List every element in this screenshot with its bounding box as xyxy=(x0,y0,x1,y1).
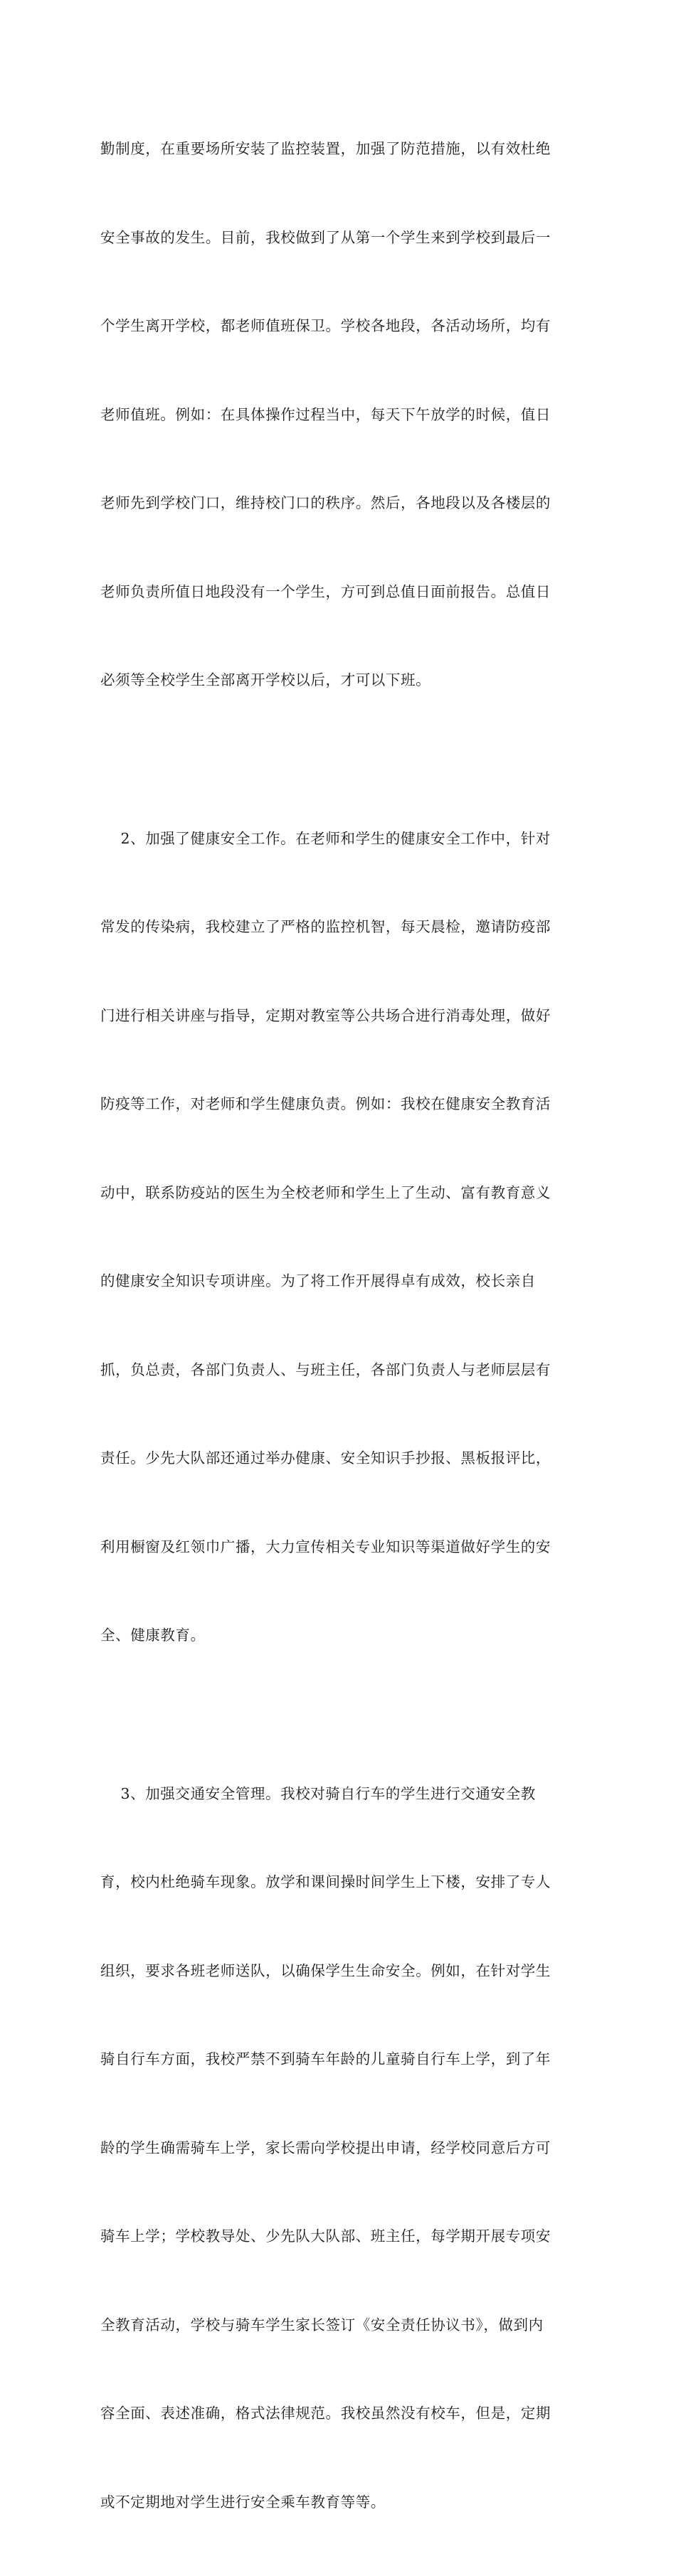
text-line: 或不定期地对学生进行安全乘车教育等等。 xyxy=(100,2488,579,2518)
paragraph-2-health-safety xyxy=(100,765,579,1710)
text-line: 常发的传染病，我校建立了严格的监控机智，每天晨检，邀请防疫部 xyxy=(100,912,579,942)
text-line: 抓，负总责，各部门负责人、与班主任，各部门负责人与老师层层有 xyxy=(100,1356,579,1385)
text-line: 容全面、表述准确，格式法律规范。我校虽然没有校车，但是，定期 xyxy=(100,2399,579,2429)
text-line: 门进行相关讲座与指导，定期对教室等公共场合进行消毒处理，做好 xyxy=(100,1001,579,1031)
text-line: 骑自行车方面，我校严禁不到骑车年龄的儿童骑自行车上学，到了年 xyxy=(100,2045,579,2075)
text-line: 全教育活动，学校与骑车学生家长签订《安全责任协议书》，做到内 xyxy=(100,2311,579,2341)
text-line: 骑车上学；学校教导处、少先队大队部、班主任，每学期开展专项安 xyxy=(100,2222,579,2252)
paragraph-1 xyxy=(100,75,579,755)
text-line: 勤制度，在重要场所安装了监控装置，加强了防范措施，以有效杜绝 xyxy=(100,134,579,164)
text-line: 3、加强交通安全管理。我校对骑自行车的学生进行交通安全教 xyxy=(100,1779,579,1809)
text-line: 育，校内杜绝骑车现象。放学和课间操时间学生上下楼，安排了专人 xyxy=(100,1868,579,1898)
text-line: 老师值班。例如：在具体操作过程当中，每天下午放学的时候，值日 xyxy=(100,400,579,430)
text-line: 责任。少先大队部还通过举办健康、安全知识手抄报、黑板报评比， xyxy=(100,1444,579,1474)
paragraph-3-traffic-safety xyxy=(100,1720,579,2576)
text-line: 的健康安全知识专项讲座。为了将工作开展得卓有成效，校长亲自 xyxy=(100,1267,579,1297)
text-line: 动中，联系防疫站的医生为全校老师和学生上了生动、富有教育意义 xyxy=(100,1178,579,1208)
text-line: 2、加强了健康安全工作。在老师和学生的健康安全工作中，针对 xyxy=(100,824,579,854)
document-page xyxy=(0,0,676,875)
text-line: 全、健康教育。 xyxy=(100,1621,579,1651)
text-line: 老师先到学校门口，维持校门口的秩序。然后，各地段以及各楼层的 xyxy=(100,489,579,518)
document-body xyxy=(100,75,579,2576)
text-line: 个学生离开学校，都老师值班保卫。学校各地段，各活动场所，均有 xyxy=(100,312,579,341)
text-line: 龄的学生确需骑车上学，家长需向学校提出申请，经学校同意后方可 xyxy=(100,2134,579,2163)
text-line: 组织，要求各班老师送队，以确保学生生命安全。例如，在针对学生 xyxy=(100,1957,579,1986)
text-line: 必须等全校学生全部离开学校以后，才可以下班。 xyxy=(100,666,579,696)
text-line: 老师负责所值日地段没有一个学生，方可到总值日面前报告。总值日 xyxy=(100,578,579,607)
text-line: 防疫等工作，对老师和学生健康负责。例如：我校在健康安全教育活 xyxy=(100,1090,579,1119)
text-line: 安全事故的发生。目前，我校做到了从第一个学生来到学校到最后一 xyxy=(100,223,579,253)
text-line: 利用橱窗及红领巾广播，大力宣传相关专业知识等渠道做好学生的安 xyxy=(100,1533,579,1563)
